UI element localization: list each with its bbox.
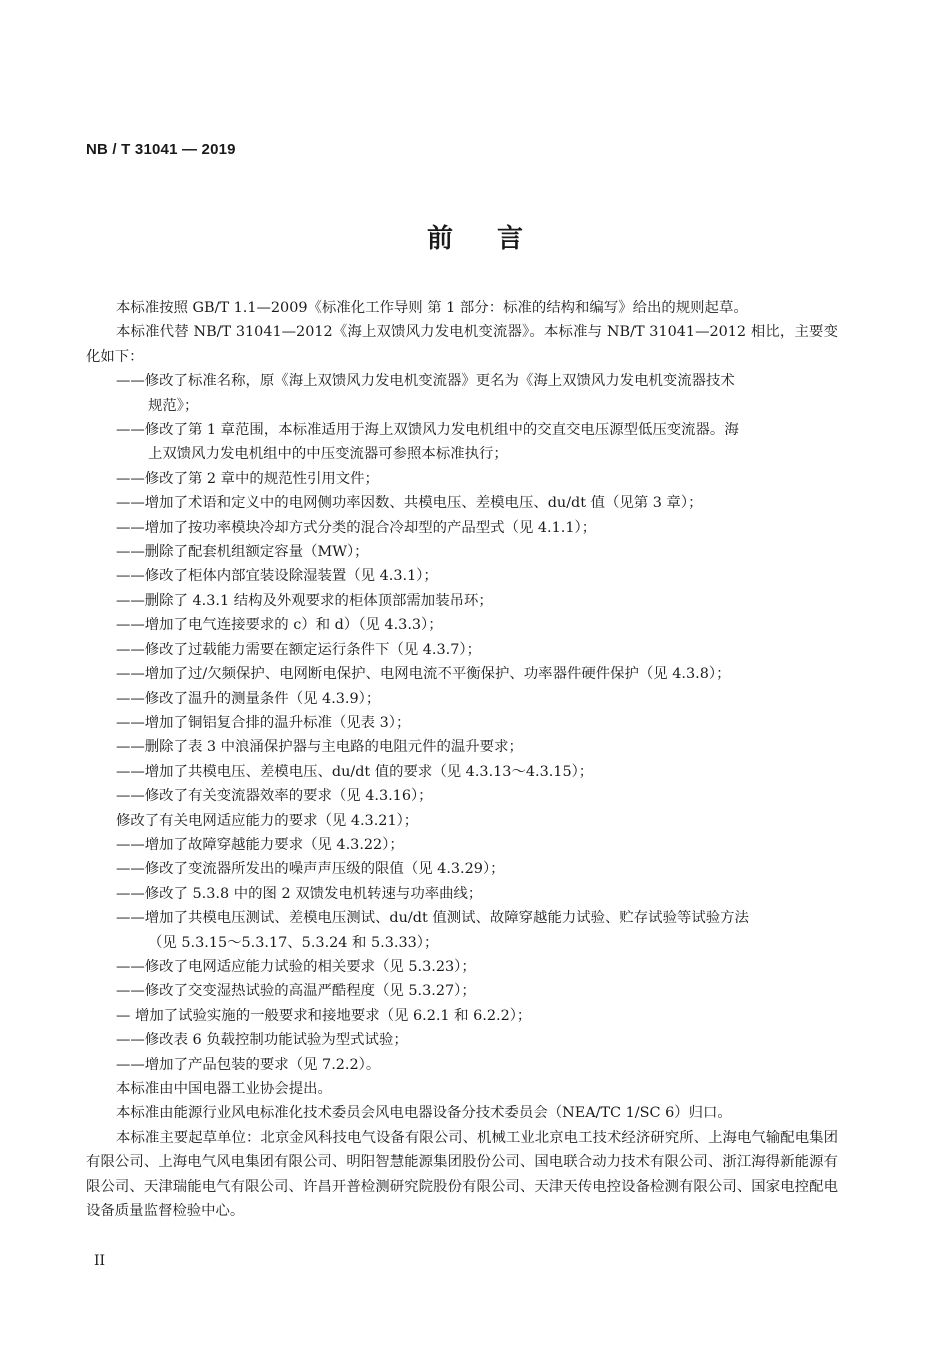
list-item-continuation: （见 5.3.15～5.3.17、5.3.24 和 5.3.33）； xyxy=(148,934,439,951)
list-item-text: ——修改了柜体内部宜装设除湿装置（见 4.3.1）； xyxy=(116,568,438,585)
list-item-text: 修改了有关电网适应能力的要求（见 4.3.21）； xyxy=(116,812,419,829)
list-item xyxy=(86,491,838,515)
list-item-text: ——修改了第 2 章中的规范性引用文件； xyxy=(116,470,379,487)
list-item xyxy=(86,589,838,613)
list-item xyxy=(86,711,838,735)
list-item-continuation: 规范》； xyxy=(148,397,199,414)
list-item xyxy=(86,613,838,637)
list-item-text: ——修改表 6 负载控制功能试验为型式试验； xyxy=(116,1032,408,1049)
changes-list xyxy=(86,369,838,1077)
list-item-text: ——增加了共模电压、差模电压、du/dt 值的要求（见 4.3.13～4.3.15）； xyxy=(116,763,594,780)
paragraph: 本标准主要起草单位：北京金风科技电气设备有限公司、机械工业北京电工技术经济研究所、上海电气输配电集团有限公司、上海电气风电集团有限公司、明阳智慧能源集团股份公司、国电联合动力技术有限公司、浙江海得新能源有限公司、天津瑞能电气有限公司、许昌开普检测研究院股份有限公司、天津天传电控设备检测有限公司、国家电控配电设备质量监督检验中心。 xyxy=(86,1129,838,1220)
list-item-text: ——删除了表 3 中浪涌保护器与主电路的电阻元件的温升要求； xyxy=(116,739,523,756)
list-item xyxy=(86,906,838,955)
paragraph: 本标准由能源行业风电标准化技术委员会风电电器设备分技术委员会（NEA/TC 1/SC 6）归口。 xyxy=(116,1105,732,1122)
list-item xyxy=(86,784,838,808)
list-item xyxy=(86,1028,838,1052)
list-item-text: ——删除了配套机组额定容量（MW）； xyxy=(116,544,369,561)
list-item-text: ——修改了标准名称，原《海上双馈风力发电机变流器》更名为《海上双馈风力发电机变流器技术 xyxy=(116,373,735,390)
list-item xyxy=(86,418,838,467)
list-item xyxy=(86,1004,838,1028)
list-item xyxy=(86,687,838,711)
list-item-text: ——增加了电气连接要求的 c）和 d）（见 4.3.3）； xyxy=(116,617,443,634)
list-item-text: ——修改了电网适应能力试验的相关要求（见 5.3.23）； xyxy=(116,958,476,975)
closing-paragraphs xyxy=(86,1077,838,1223)
list-item xyxy=(86,882,838,906)
list-item-continuation: 上双馈风力发电机组中的中压变流器可参照本标准执行； xyxy=(148,446,508,463)
intro-paragraphs xyxy=(86,296,838,369)
list-item xyxy=(86,564,838,588)
list-item xyxy=(86,516,838,540)
list-item xyxy=(86,857,838,881)
list-item-text: ——增加了产品包装的要求（见 7.2.2）。 xyxy=(116,1056,381,1073)
list-item xyxy=(86,760,838,784)
list-item-text: ——增加了过/欠频保护、电网断电保护、电网电流不平衡保护、功率器件硬件保护（见 4.3.8）； xyxy=(116,666,731,683)
list-item xyxy=(86,809,838,833)
list-item xyxy=(86,955,838,979)
paragraph: 本标准由中国电器工业协会提出。 xyxy=(116,1081,332,1097)
paragraph: 本标准代替 NB/T 31041—2012《海上双馈风力发电机变流器》。本标准与 NB/T 31041—2012 相比，主要变化如下： xyxy=(86,324,838,365)
list-item-text: ——增加了共模电压测试、差模电压测试、du/dt 值测试、故障穿越能力试验、贮存试验等试验方法 xyxy=(116,910,749,927)
page-title: 前言 xyxy=(426,224,567,254)
list-item-text: ——修改了第 1 章范围，本标准适用于海上双馈风力发电机组中的交直交电压源型低压变流器。海 xyxy=(116,422,739,439)
list-item xyxy=(86,662,838,686)
list-item-text: ——修改了有关变流器效率的要求（见 4.3.16）； xyxy=(116,788,433,805)
list-item-text: ——增加了术语和定义中的电网侧功率因数、共模电压、差模电压、du/dt 值（见第 3 章）； xyxy=(116,495,703,512)
list-item xyxy=(86,979,838,1003)
list-item-text: ——修改了变流器所发出的噪声声压级的限值（见 4.3.29）； xyxy=(116,861,505,878)
list-item-text: ——修改了交变湿热试验的高温严酷程度（见 5.3.27）； xyxy=(116,983,476,1000)
list-item xyxy=(86,467,838,491)
list-item-text: ——增加了铜铝复合排的温升标准（见表 3）； xyxy=(116,714,411,731)
list-item-text: ——修改了过载能力需要在额定运行条件下（见 4.3.7）； xyxy=(116,641,481,658)
list-item-text: ——增加了故障穿越能力要求（见 4.3.22）； xyxy=(116,836,404,853)
list-item-text: — 增加了试验实施的一般要求和接地要求（见 6.2.1 和 6.2.2）； xyxy=(116,1007,532,1024)
list-item-text: ——修改了 5.3.8 中的图 2 双馈发电机转速与功率曲线； xyxy=(116,885,483,902)
page-number: II xyxy=(94,1253,106,1269)
list-item xyxy=(86,369,838,418)
list-item xyxy=(86,833,838,857)
list-item xyxy=(86,1053,838,1077)
list-item xyxy=(86,540,838,564)
list-item-text: ——增加了按功率模块冷却方式分类的混合冷却型的产品型式（见 4.1.1）； xyxy=(116,519,597,536)
list-item xyxy=(86,735,838,759)
list-item-text: ——删除了 4.3.1 结构及外观要求的柜体顶部需加装吊环； xyxy=(116,592,493,609)
document-body xyxy=(86,296,838,1223)
paragraph: 本标准按照 GB/T 1.1—2009《标准化工作导则 第 1 部分：标准的结构和编写》给出的规则起草。 xyxy=(116,300,748,316)
list-item-text: ——修改了温升的测量条件（见 4.3.9）； xyxy=(116,690,381,707)
list-item xyxy=(86,638,838,662)
document-code-header: NB / T 31041 — 2019 xyxy=(86,141,236,158)
